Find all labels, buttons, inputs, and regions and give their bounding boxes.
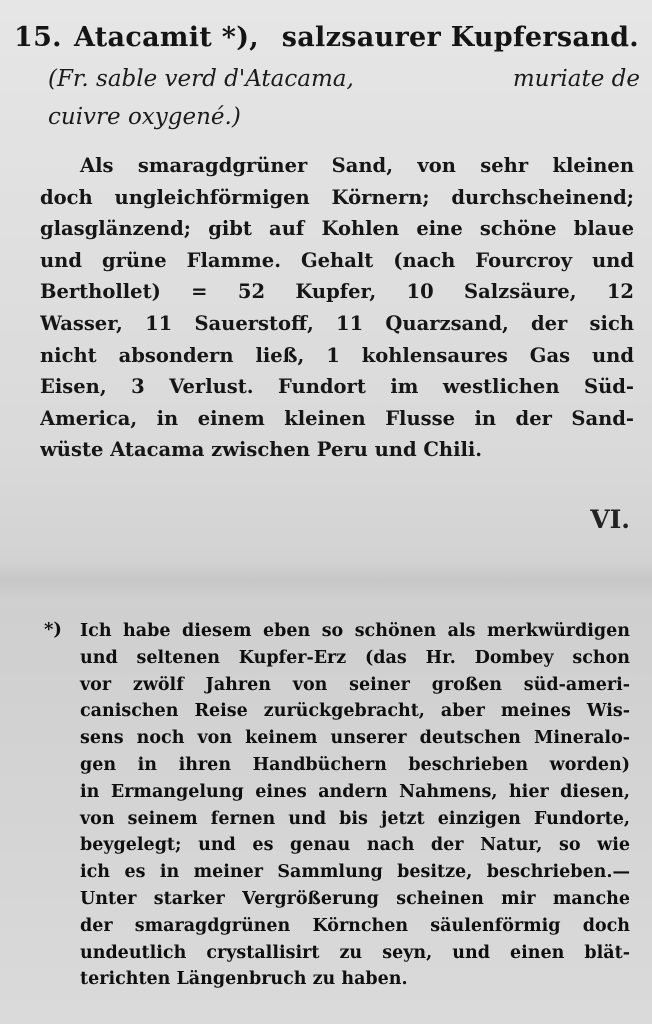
text-line: und grüne Flamme. Gehalt (nach Fourcroy und [40,248,634,272]
entry-heading [14,20,639,56]
text-line: doch ungleichförmigen Körnern; durchscheinend; [40,185,634,209]
text-line: America, in einem kleinen Flusse in der Sand- [40,406,634,430]
footnote-line: undeutlich crystallisirt zu seyn, und einen blät- [80,942,630,963]
description-paragraph [40,150,634,466]
footnote-line: canischen Reise zurückgebracht, aber meines Wis- [80,701,630,722]
entry-number: 15. [14,22,62,53]
footnote-line: Unter starker Vergrößerung scheinen mir manche [80,888,630,909]
footnote-line: terichten Längenbruch zu haben. [80,969,408,990]
footnote-line: ich es in meiner Sammlung besitze, beschrieben.— [80,862,630,883]
signature-mark: VI. [590,505,630,534]
text-line: wüste Atacama zwischen Peru und Chili. [40,438,483,462]
entry-name: Atacamit *), [74,22,259,53]
footnote-line: von seinem fernen und bis jetzt einzigen Fundorte, [80,808,630,829]
footnote-line: gen in ihren Handbüchern beschrieben worden) [80,754,630,775]
text-line: nicht absondern ließ, 1 kohlensaures Gas und [40,343,634,367]
french-synonym-line [48,62,640,96]
text-line: Berthollet) = 52 Kupfer, 10 Salzsäure, 12 [40,280,634,304]
text-line: Als smaragdgrüner Sand, von sehr kleinen [80,154,634,177]
footnote [40,618,630,993]
text-line: Eisen, 3 Verlust. Fundort im westlichen Süd- [40,375,634,399]
french-synonym-part-1: (Fr. sable verd d'Atacama, [48,66,354,92]
footnote-line: Ich habe diesem eben so schönen als merkwürdigen [80,621,630,641]
footnote-line: sens noch von keinem unserer deutschen Mineralo- [80,728,630,749]
footnote-line: und seltenen Kupfer-Erz (das Hr. Dombey schon [80,647,630,668]
text-line: Wasser, 11 Sauerstoff, 11 Quarzsand, der sich [40,311,634,335]
footnote-line: in Ermangelung eines andern Nahmens, hier diesen, [80,781,630,802]
footnote-marker: *) [44,619,62,640]
french-synonym-line-2: cuivre oxygené.) [48,104,241,130]
text-line: glasglänzend; gibt auf Kohlen eine schöne blaue [40,217,634,241]
footnote-line: vor zwölf Jahren von seiner großen süd-ameri- [80,674,630,695]
french-synonym-part-2: muriate de [512,66,640,92]
entry-synonym: salzsaurer Kupfersand. [281,22,639,53]
footnote-line: der smaragdgrünen Körnchen säulenförmig doch [80,915,630,936]
footnote-line: beygelegt; und es genau nach der Natur, so wie [80,835,630,856]
